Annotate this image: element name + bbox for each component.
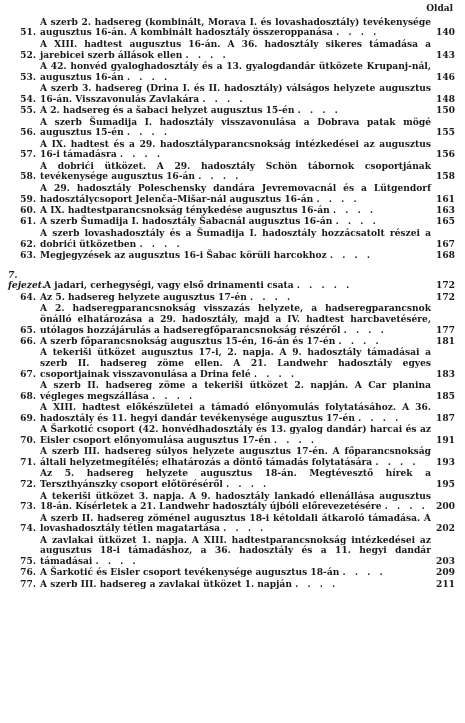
toc-entry [6,140,455,161]
toc-entry [6,514,455,535]
entry-page: 181 [436,335,455,347]
toc-list [6,18,455,262]
entry-number: 74. [20,523,36,535]
toc-entry [6,162,455,183]
toc-entry [6,536,455,568]
toc-entry [6,293,455,304]
toc-entry [6,229,455,250]
entry-title: A szerb 3. hadsereg (Drina I. és II. hadosztály) válságos helyzete augusztus 16-án. Visszavonulás Zavlakára . . . . [40,83,431,105]
toc-entry [6,217,455,228]
entry-page: 183 [436,368,455,380]
toc-entry [6,40,455,61]
entry-page: 156 [436,149,455,161]
toc-entry [6,492,455,513]
entry-number: 77. [20,578,36,590]
toc-entry [6,106,455,117]
entry-number: 67. [20,368,36,380]
entry-number: 56. [20,127,36,139]
entry-page: 203 [436,555,455,567]
entry-title: A szerb főparancsnokság augusztus 15-én, 16-án és 17-én . . . . [40,335,382,347]
entry-title: Az 5. hadsereg helyzete augusztus 18-án. Megtévesztő hírek a Terszthyánszky csoport előtöréséről . . . . [40,468,431,491]
entry-number: 51. [20,27,36,39]
entry-page: 167 [436,238,455,250]
entry-title: Megjegyzések az augusztus 16-i Šabac körüli harcokhoz . . . . [40,250,374,262]
chapter-heading [6,271,455,292]
toc-entry [6,348,455,380]
entry-number: 62. [20,238,36,250]
entry-title: A szerb 2. hadsereg (kombinált, Morava I. és lovashadosztály) tevékenysége augusztus 16-án. A kombinált hadosztály összeroppanása . . . . [40,16,431,39]
entry-number: 65. [20,324,36,336]
entry-page: 185 [436,390,455,402]
toc-entry [6,18,455,39]
entry-page: 146 [436,71,455,83]
entry-page: 165 [436,216,455,228]
entry-title: A IX. hadtest és a 29. hadosztályparancsnokság intézkedései az augusztus 16-i támadásra . . . . [40,138,431,161]
entry-page: 187 [436,412,455,424]
toc-entry [6,184,455,205]
entry-title: A IX. hadtestparancsnokság ténykedése augusztus 16-án . . . . [40,205,377,216]
entry-title: A tekeriši ütközet augusztus 17-i, 2. napja. A 9. hadosztály támadásai a szerb II. hadsereg zöme ellen. A 21. Landwehr hadosztály egyes csoportjainak visszavonulása a Drina felé . . . . [40,347,431,380]
toc-entry [6,447,455,468]
entry-title: A szerb lovashadosztály és a Šumadija I. hadosztály hozzácsatolt részei a dobrići ütközetben . . . . [40,227,431,250]
entry-page: 177 [436,324,455,336]
entry-title: A XIII. hadtest augusztus 16-án. A 36. hadosztály sikeres támadása a jarebicei szerb állások ellen . . . . [40,38,431,61]
entry-number: 53. [20,71,36,83]
entry-page: 195 [436,479,455,491]
entry-page: 161 [436,193,455,205]
toc-entry [6,425,455,446]
entry-title: A Šarkotić csoport (42. honvédhadosztály és 13. gyalog dandár) harcai és az Eisler csoport előnyomulása augusztus 17-én . . . . [40,424,431,446]
entry-number: 57. [20,149,36,161]
entry-title: A 2. hadseregparancsnokság visszazás helyzete, a hadseregparancsnok önálló elhatározása a 29. hadosztály, majd a IV. hadtest harcbavetésére, utólagos hozzájárulás a hadseregfőparancsnokság részéről . . . . [40,303,431,336]
toc-entry [6,568,455,579]
entry-number: 75. [20,555,36,567]
entry-page: 211 [436,578,455,590]
entry-number: 72. [20,479,36,491]
entry-title: A zavlakai ütközet 1. napja. A XIII. hadtestparancsnokság intézkedései az augusztus 18-i támadáshoz, a 36. hadosztály és a 11. hegyi dandár támadásai . . . . [40,534,431,567]
entry-title: A Šarkotić és Eisler csoport tevékenysége augusztus 18-án . . . . [40,567,386,579]
entry-title: A szerb Šumadija I. hadosztály Šabacnál augusztus 16-án . . . . [40,216,379,228]
toc-entry [6,403,455,424]
toc-entry [6,469,455,490]
toc-entry [6,84,455,105]
entry-number: 64. [20,291,36,303]
entry-number: 70. [20,434,36,446]
entry-number: 66. [20,335,36,347]
entry-page: 172 [436,291,455,303]
toc-entry [6,580,455,591]
toc-entry [6,381,455,402]
entry-title: Az 5. hadsereg helyzete augusztus 17-én . . . . [40,291,294,303]
page-column-header: Oldal [426,4,453,14]
entry-title: A szerb II. hadsereg zöménel augusztus 18-i kétoldali átkaroló támadása. A lovashadosztály tétlen magatartása . . . . [40,512,431,535]
entry-number: 58. [20,171,36,183]
entry-title: A szerb II. hadsereg zöme a tekeriši ütközet 2. napján. A Car planina végleges megszállása . . . . [40,380,431,402]
toc-entry [6,337,455,348]
entry-number: 61. [20,216,36,228]
toc-entry [6,206,455,217]
entry-number: 69. [20,412,36,424]
entry-title: A 42. honvéd gyaloghadosztály és a 13. gyalogdandár ütközete Krupanj-nál, augusztus 16-án . . . . [40,61,431,83]
entry-page: 200 [436,501,455,513]
entry-title: A dobrići ütközet. A 29. hadosztály Schön tábornok csoportjának tevékenysége augusztus 16-án . . . . [40,160,431,183]
entry-title: A szerb III. hadsereg a zavlakai ütközet 1. napján . . . . [40,578,339,590]
entry-number: 59. [20,193,36,205]
entry-title: A 29. hadosztály Poleschensky dandára Jevremovacnál és a Lütgendorf hadosztálycsoport Jelenča–Mišar-nál augusztus 16-án . . . . [40,182,431,205]
entry-page: 140 [436,27,455,39]
entry-page: 155 [436,127,455,139]
toc-entry [6,251,455,262]
entry-number: 60. [20,205,36,216]
chapter-title: A jadari, cerhegységi, vagy első drinamenti csata . . . . . [44,280,353,292]
chapter-page: 172 [436,280,455,292]
toc-entry [6,304,455,336]
entry-number: 63. [20,250,36,262]
entry-number: 52. [20,49,36,61]
entry-page: 168 [436,250,455,262]
entry-page: 148 [436,93,455,105]
entry-page: 209 [436,567,455,579]
entry-number: 73. [20,501,36,513]
toc-entry [6,62,455,83]
entry-page: 193 [436,456,455,468]
entry-page: 143 [436,49,455,61]
entry-page: 150 [436,105,455,117]
toc-list-chapter-7 [6,293,455,591]
toc-entry [6,118,455,139]
entry-title: A tekeriši ütközet 3. napja. A 9. hadosztály lankadó ellenállása augusztus 18-án. Kísérletek a 21. Landwehr hadosztály újbóli előrevezetésére . . . . [40,490,431,513]
entry-number: 76. [20,567,36,579]
entry-title: A szerb Šumadija I. hadosztály visszavonulása a Dobrava patak mögé augusztus 15-én . . . . [40,116,431,139]
entry-title: A szerb III. hadsereg súlyos helyzete augusztus 17-én. A főparancsnokság általi helyzetmegítélés; elhatározás a döntő támadás folytatására . . . . [40,446,431,468]
entry-number: 55. [20,105,36,117]
entry-title: A XIII. hadtest előkészületei a támadó előnyomulás folytatásához. A 36. hadosztály és 11. hegyi dandár tevékenysége augusztus 17-én . . . . [40,402,431,424]
entry-page: 191 [436,434,455,446]
entry-title: A 2. hadsereg és a šabaci helyzet augusztus 15-én . . . . [40,105,341,117]
entry-page: 202 [436,523,455,535]
entry-number: 68. [20,390,36,402]
entry-page: 163 [436,205,455,216]
entry-page: 158 [436,171,455,183]
chapter-label: 7. fejezet. [8,269,46,292]
entry-number: 71. [20,456,36,468]
entry-number: 54. [20,93,36,105]
